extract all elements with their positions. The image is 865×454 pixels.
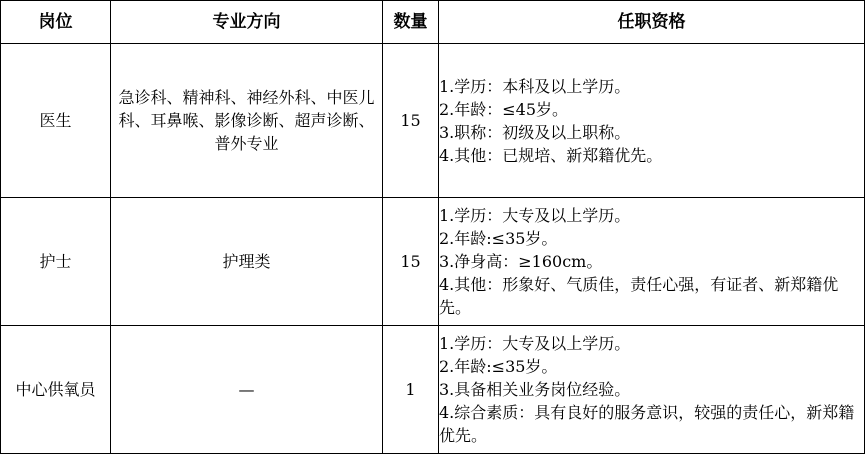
qualification-cell <box>439 44 865 198</box>
major-cell: — <box>111 326 383 454</box>
header-count: 数量 <box>383 1 439 44</box>
table-row <box>1 44 865 198</box>
header-qualification: 任职资格 <box>439 1 865 44</box>
requirement-item: 4.其他：已规培、新郑籍优先。 <box>439 145 663 165</box>
count-cell: 1 <box>383 326 439 454</box>
requirement-item: 1.学历：大专及以上学历。 <box>439 334 631 353</box>
table-row <box>1 326 865 454</box>
requirement-item: 2.年龄：≤45岁。 <box>439 99 569 119</box>
header-post: 岗位 <box>1 1 111 44</box>
requirement-item: 3.净身高：≥160cm。 <box>439 252 603 271</box>
header-row <box>1 1 865 44</box>
qualification-cell <box>439 326 865 454</box>
major-cell: 急诊科、精神科、神经外科、中医儿科、耳鼻喉、影像诊断、超声诊断、普外专业 <box>111 44 383 198</box>
header-major: 专业方向 <box>111 1 383 44</box>
count-cell: 15 <box>383 198 439 326</box>
requirement-item: 3.具备相关业务岗位经验。 <box>439 380 631 399</box>
table-row <box>1 198 865 326</box>
post-cell: 中心供氧员 <box>1 326 111 454</box>
post-cell: 护士 <box>1 198 111 326</box>
requirement-item: 2.年龄:≤35岁。 <box>439 229 558 248</box>
requirement-item: 2.年龄:≤35岁。 <box>439 357 558 376</box>
requirement-item: 1.学历：大专及以上学历。 <box>439 206 631 225</box>
requirement-item: 4.综合素质：具有良好的服务意识，较强的责任心，新郑籍优先。 <box>439 403 855 445</box>
requirement-item: 4.其他：形象好、气质佳，责任心强，有证者、新郑籍优先。 <box>439 275 839 317</box>
major-cell: 护理类 <box>111 198 383 326</box>
post-cell: 医生 <box>1 44 111 198</box>
requirement-item: 1.学历：本科及以上学历。 <box>439 76 631 96</box>
requirement-item: 3.职称：初级及以上职称。 <box>439 122 631 142</box>
qualification-cell <box>439 198 865 326</box>
count-cell: 15 <box>383 44 439 198</box>
